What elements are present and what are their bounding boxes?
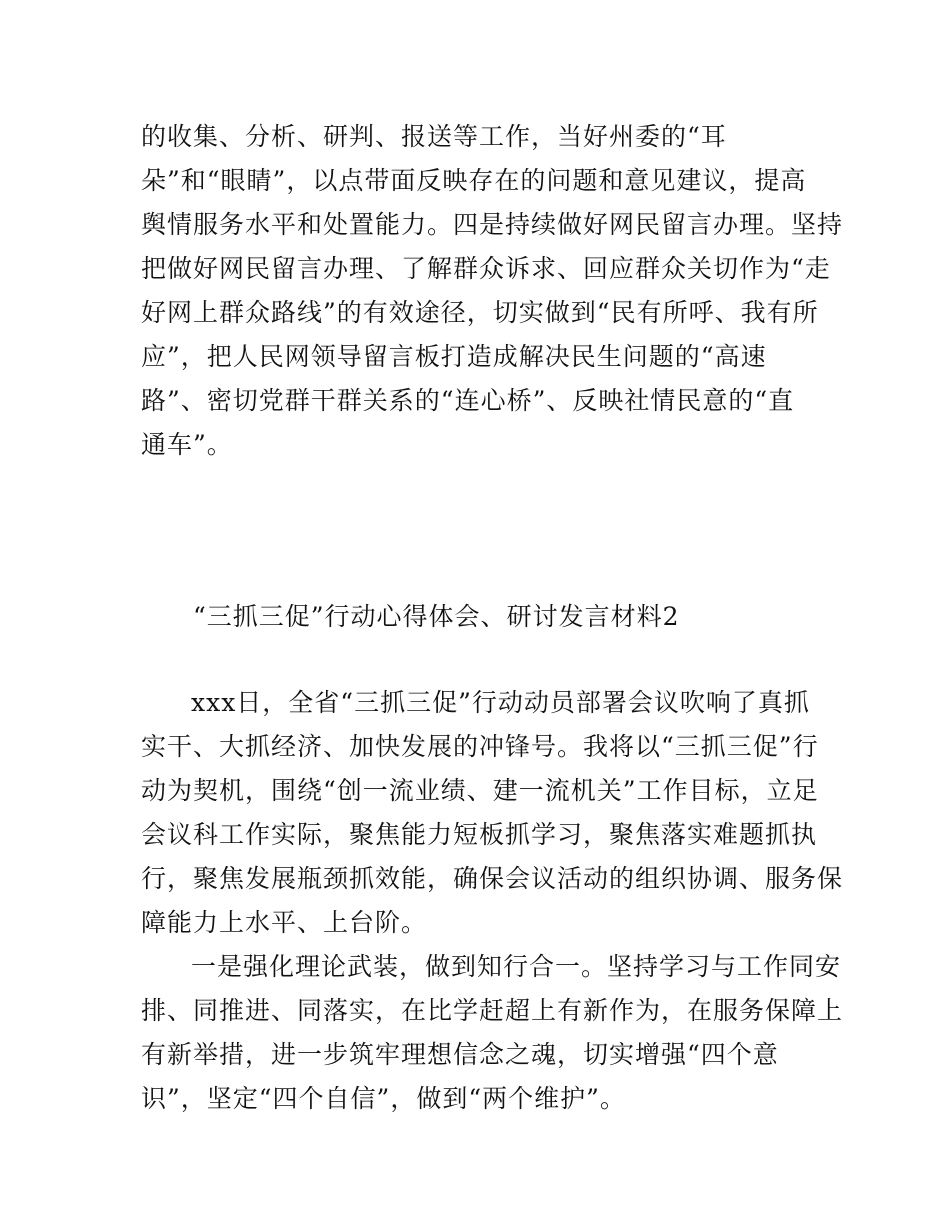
article-heading: “三抓三促”行动心得体会、研讨发言材料2 bbox=[193, 602, 680, 631]
text-line: 的收集、分析、研判、报送等工作，当好州委的“耳 bbox=[141, 122, 727, 151]
text-line: 一是强化理论武装，做到知行合一。坚持学习与工作同安 bbox=[191, 952, 842, 981]
text-line: 排、同推进、同落实，在比学赶超上有新作为，在服务保障上 bbox=[141, 996, 844, 1025]
text-line: 把做好网民留言办理、了解群众诉求、回应群众关切作为“走 bbox=[141, 254, 831, 283]
text-line: 应”，把人民网领导留言板打造成解决民生问题的“高速 bbox=[141, 342, 767, 371]
text-line: xxx日，全省“三抓三促”行动动员部署会议吹响了真抓 bbox=[191, 688, 810, 717]
text-line: 障能力上水平、上台阶。 bbox=[141, 908, 428, 937]
text-line: 实干、大抓经济、加快发展的冲锋号。我将以“三抓三促”行 bbox=[141, 732, 819, 761]
text-line: 通车”。 bbox=[141, 430, 233, 459]
text-line: 好网上群众路线”的有效途径，切实做到“民有所呼、我有所 bbox=[141, 298, 819, 327]
text-line: 路”、密切党群干群关系的“连心桥”、反映社情民意的“直 bbox=[141, 386, 795, 415]
text-line: 行，聚焦发展瓶颈抓效能，确保会议活动的组织协调、服务保 bbox=[141, 864, 844, 893]
text-line: 舆情服务水平和处置能力。四是持续做好网民留言办理。坚持 bbox=[141, 210, 844, 239]
text-line: 动为契机，围绕“创一流业绩、建一流机关”工作目标，立足 bbox=[141, 776, 819, 805]
text-line: 朵”和“眼睛”，以点带面反映存在的问题和意见建议，提高 bbox=[141, 166, 807, 195]
text-line: 有新举措，进一步筑牢理想信念之魂，切实增强“四个意 bbox=[141, 1040, 779, 1069]
text-line: 会议科工作实际，聚焦能力短板抓学习，聚焦落实难题抓执 bbox=[141, 820, 818, 849]
text-line: 识”，坚定“四个自信”，做到“两个维护”。 bbox=[141, 1084, 626, 1113]
